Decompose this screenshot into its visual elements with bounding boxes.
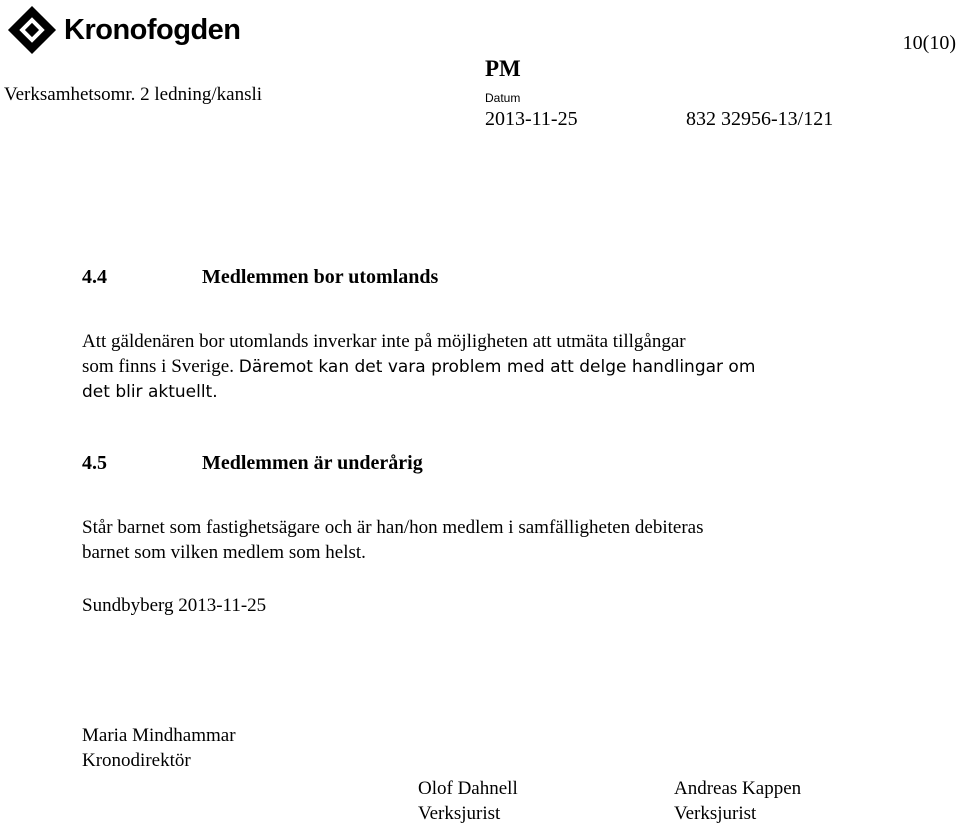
signature-title: Verksjurist: [418, 803, 501, 824]
section-number: 4.5: [82, 452, 107, 474]
paragraph-line: [82, 354, 755, 380]
page-number: 10(10): [902, 32, 956, 54]
section-heading-4-4: [82, 266, 438, 289]
paragraph-segment: som finns i Sverige.: [82, 356, 239, 377]
paragraph-line: Står barnet som fastighetsägare och är han/hon medlem i samfälligheten debiteras: [82, 517, 704, 538]
signature-title: Verksjurist: [674, 803, 757, 824]
document-type: PM: [485, 56, 521, 81]
place-date: Sundbyberg 2013-11-25: [82, 595, 267, 616]
section-title: Medlemmen är underårig: [202, 452, 423, 474]
diamond-logo-icon: [6, 4, 58, 56]
signature-block: [418, 776, 518, 826]
signature-block: [82, 723, 236, 773]
signature-name: Olof Dahnell: [418, 778, 518, 799]
signature-name: Andreas Kappen: [674, 778, 802, 799]
section-paragraph-4-4: [82, 329, 755, 405]
department: Verksamhetsomr. 2 ledning/kansli: [4, 84, 263, 105]
datum-label: Datum: [485, 91, 521, 105]
section-title: Medlemmen bor utomlands: [202, 266, 439, 288]
document-reference: 832 32956-13/121: [686, 108, 834, 130]
section-paragraph-4-5: [82, 515, 704, 565]
section-number: 4.4: [82, 266, 107, 288]
paragraph-line: barnet som vilken medlem som helst.: [82, 542, 366, 563]
signature-title: Kronodirektör: [82, 750, 191, 771]
signature-block: [674, 776, 801, 826]
kronofogden-logo: [6, 4, 241, 56]
section-heading-4-5: [82, 452, 423, 475]
paragraph-segment: Däremot kan det vara problem med att delge handlingar om: [238, 357, 756, 377]
signature-name: Maria Mindhammar: [82, 725, 236, 746]
document-date: 2013-11-25: [485, 108, 578, 130]
logo-text: Kronofogden: [64, 13, 241, 46]
paragraph-line: Att gäldenären bor utomlands inverkar inte på möjligheten att utmäta tillgångar: [82, 331, 686, 352]
paragraph-line: det blir aktuellt.: [82, 382, 218, 402]
